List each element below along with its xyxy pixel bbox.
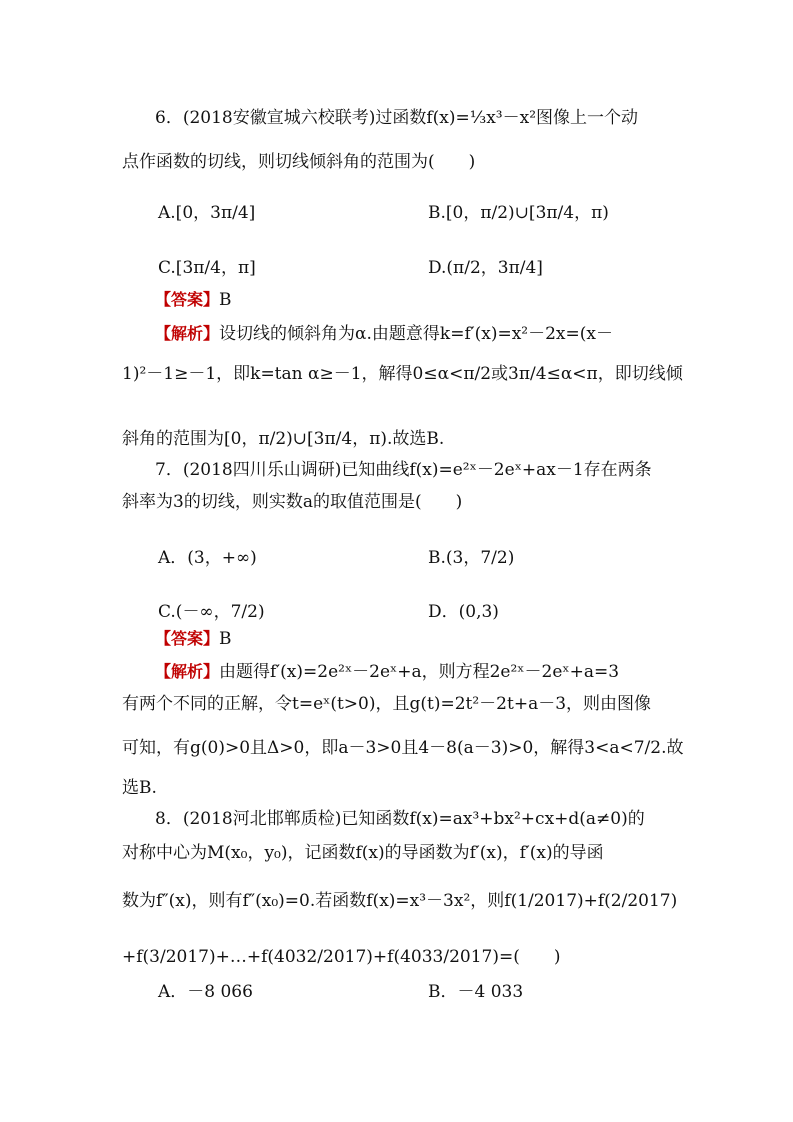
q7-analysis-line3: 可知，有g(0)>0且Δ>0，即a－3>0且4－8(a－3)>0，解得3<a<7/2.故 (122, 738, 684, 758)
q7-line2: 斜率为3的切线，则实数a的取值范围是( ) (122, 492, 463, 512)
q8-line1: 8．(2018河北邯郸质检)已知函数f(x)=ax³+bx²+cx+d(a≠0)的 (155, 809, 645, 829)
q7-answer: 【答案】B (155, 629, 232, 649)
q7-option-d[interactable]: D．(0,3) (428, 602, 499, 622)
q6-answer: 【答案】B (155, 290, 232, 310)
q7-option-a[interactable]: A．(3，+∞) (158, 548, 257, 568)
q8-line3: 数为f″(x)，则有f″(x₀)=0.若函数f(x)=x³－3x²，则f(1/2017)+f(2/2017) (122, 891, 678, 911)
q8-option-a[interactable]: A．－8 066 (158, 982, 253, 1002)
answer-label: 【答案】 (155, 290, 220, 309)
q6-analysis-line2: 1)²－1≥－1，即k=tan α≥－1，解得0≤α<π/2或3π/4≤α<π，即切线倾 (122, 364, 683, 384)
q8-line2: 对称中心为M(x₀，y₀)，记函数f(x)的导函数为f′(x)，f′(x)的导函 (122, 843, 604, 863)
q6-option-c[interactable]: C.[3π/4，π] (158, 258, 256, 278)
q8-option-b[interactable]: B．－4 033 (428, 982, 524, 1002)
q7-line1: 7．(2018四川乐山调研)已知曲线f(x)=e²ˣ－2eˣ+ax－1存在两条 (155, 460, 652, 480)
q6-option-b[interactable]: B.[0，π/2)∪[3π/4，π) (428, 203, 609, 223)
q6-analysis-line3: 斜角的范围为[0，π/2)∪[3π/4，π).故选B. (122, 429, 445, 449)
analysis-label: 【解析】 (155, 324, 220, 343)
answer-label: 【答案】 (155, 629, 220, 648)
q7-option-b[interactable]: B.(3，7/2) (428, 548, 515, 568)
q7-analysis-line1: 【解析】由题得f′(x)=2e²ˣ－2eˣ+a，则方程2e²ˣ－2eˣ+a=3 (155, 662, 620, 682)
q7-analysis-line4: 选B. (122, 778, 157, 798)
q7-analysis-line2: 有两个不同的正解，令t=eˣ(t>0)，且g(t)=2t²－2t+a－3，则由图像 (122, 694, 652, 714)
q6-analysis-line1: 【解析】设切线的倾斜角为α.由题意得k=f′(x)=x²－2x=(x－ (155, 324, 613, 344)
q6-line1: 6．(2018安徽宣城六校联考)过函数f(x)=⅓x³－x²图像上一个动 (155, 108, 639, 128)
q8-line4: +f(3/2017)+…+f(4032/2017)+f(4033/2017)=( ) (122, 947, 561, 967)
q6-option-a[interactable]: A.[0，3π/4] (158, 203, 256, 223)
q6-line2: 点作函数的切线，则切线倾斜角的范围为( ) (122, 152, 476, 172)
q7-option-c[interactable]: C.(－∞，7/2) (158, 602, 265, 622)
analysis-label: 【解析】 (155, 662, 220, 681)
q6-option-d[interactable]: D.(π/2，3π/4] (428, 258, 543, 278)
